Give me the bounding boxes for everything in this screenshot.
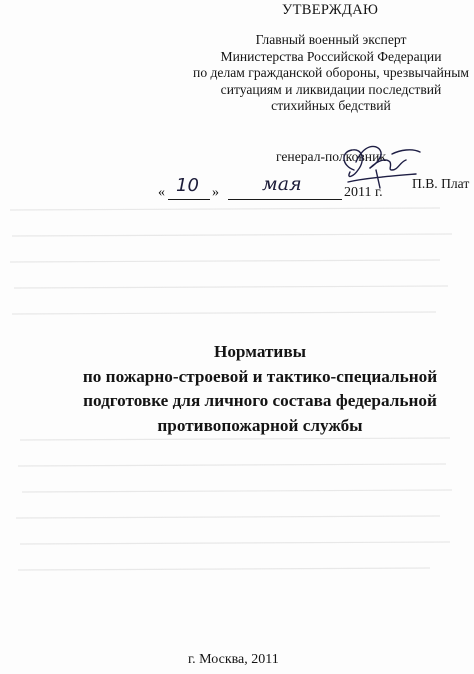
military-rank: генерал-полковник [276, 149, 386, 164]
approval-date [150, 175, 390, 205]
official-position [186, 32, 474, 115]
signer-name: П.В. Плат [412, 176, 470, 191]
day-underline [168, 199, 210, 200]
title-line: Нормативы [213, 342, 307, 361]
document-title [30, 340, 474, 438]
title-line: подготовке для личного состава федеральной [83, 391, 437, 410]
official-line: стихийных бедствий [271, 98, 391, 113]
month-underline [228, 199, 342, 200]
title-line: противопожарной службы [157, 415, 363, 435]
place-and-year: г. Москва, 2011 [188, 652, 279, 667]
official-line: Главный военный эксперт [255, 32, 407, 47]
official-line: Министерства Российской Федерации [220, 48, 442, 64]
date-day: 10 [176, 175, 199, 196]
official-line: ситуациям и ликвидации последствий [220, 81, 442, 97]
title-line: по пожарно-строевой и тактико-специальной [82, 366, 438, 386]
approval-heading: УТВЕРЖДАЮ [282, 2, 379, 18]
date-month: мая [262, 173, 302, 195]
official-line: по делам гражданской обороны, чрезвычайным [193, 65, 469, 80]
date-year: 2011 г. [344, 185, 383, 200]
date-open-quote: « [158, 185, 165, 200]
date-close-quote: » [212, 185, 219, 200]
